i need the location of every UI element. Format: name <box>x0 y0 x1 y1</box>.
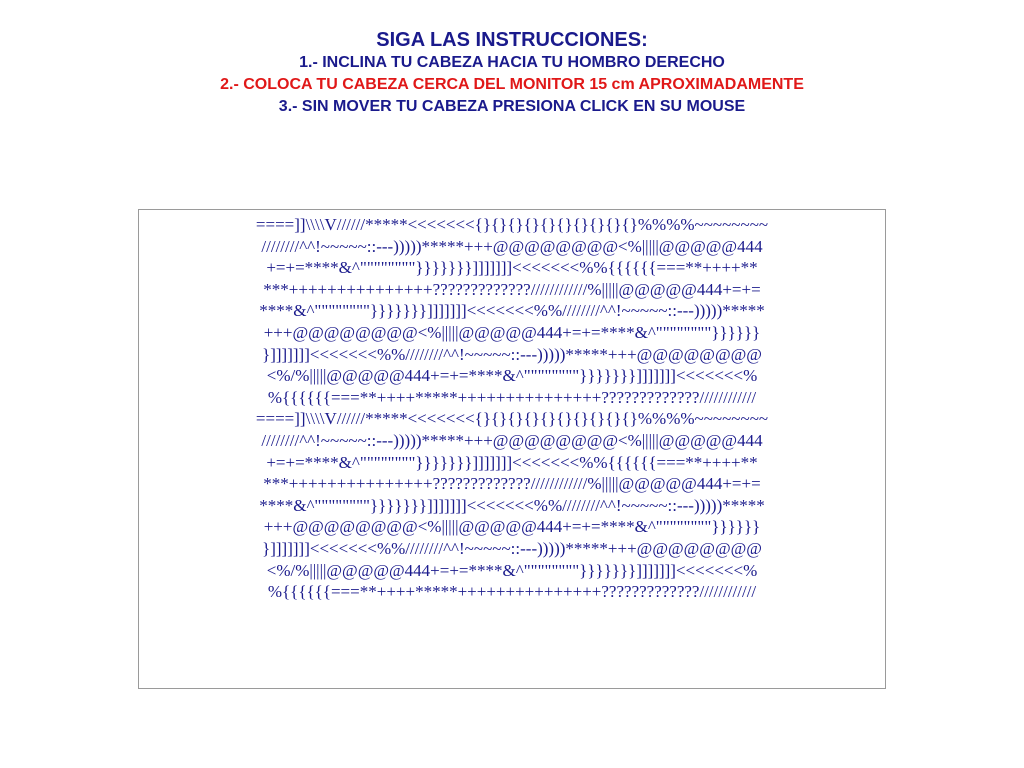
instruction-step-2: 2.- COLOCA TU CABEZA CERCA DEL MONITOR 15 cm APROXIMADAMENTE <box>220 76 804 93</box>
ascii-art-line: %{{{{{{===**++++*****+++++++++++++++?????????????//////////// <box>267 387 757 407</box>
ascii-art-line: }]]]]]]]<<<<<<<%%////////^^!~~~~~::---)))))*****+++@@@@@@@@ <box>262 344 762 364</box>
ascii-art-box[interactable] <box>138 209 886 689</box>
ascii-art-line: +=+=****&^""""""""}}}}}}}]]]]]]]<<<<<<<%%{{{{{{===**++++** <box>266 258 758 278</box>
ascii-art-line: ====]]\\\\V//////*****<<<<<<<{}{}{}{}{}{}{}{}{}{}%%%%~~~~~~~~ <box>255 215 769 234</box>
ascii-art-line: ====]]\\\\V//////*****<<<<<<<{}{}{}{}{}{}{}{}{}{}%%%%~~~~~~~~ <box>255 409 769 429</box>
ascii-art-line: ////////^^!~~~~~::---)))))*****+++@@@@@@@@<%|||||@@@@@444 <box>261 236 763 256</box>
ascii-art-line: +++@@@@@@@@<%|||||@@@@@444+=+=****&^""""""""}}}}}} <box>263 322 761 342</box>
instruction-step-1: 1.- INCLINA TU CABEZA HACIA TU HOMBRO DERECHO <box>299 54 725 71</box>
ascii-art-line: +=+=****&^""""""""}}}}}}}]]]]]]]<<<<<<<%%{{{{{{===**++++** <box>266 452 758 472</box>
instruction-step-3: 3.- SIN MOVER TU CABEZA PRESIONA CLICK EN SU MOUSE <box>278 98 746 115</box>
ascii-art-line: }]]]]]]]<<<<<<<%%////////^^!~~~~~::---)))))*****+++@@@@@@@@ <box>262 538 762 558</box>
ascii-art-line: <%/%|||||@@@@@444+=+=****&^""""""""}}}}}}}]]]]]]]<<<<<<<% <box>266 560 758 580</box>
ascii-art-line: ****&^""""""""}}}}}}}]]]]]]]<<<<<<<%%////////^^!~~~~~::---)))))***** <box>259 301 765 321</box>
ascii-art-line: +++@@@@@@@@<%|||||@@@@@444+=+=****&^""""""""}}}}}} <box>263 517 761 537</box>
ascii-art-line: ***+++++++++++++++?????????????////////////%|||||@@@@@444+=+= <box>263 474 761 494</box>
ascii-art-line: %{{{{{{===**++++*****+++++++++++++++?????????????//////////// <box>267 582 757 602</box>
ascii-art-text <box>139 214 885 603</box>
instructions-header <box>0 28 1024 118</box>
ascii-art-line: ****&^""""""""}}}}}}}]]]]]]]<<<<<<<%%////////^^!~~~~~::---)))))***** <box>259 495 765 515</box>
ascii-art-line: ***+++++++++++++++?????????????////////////%|||||@@@@@444+=+= <box>263 279 761 299</box>
ascii-art-line: ////////^^!~~~~~::---)))))*****+++@@@@@@@@<%|||||@@@@@444 <box>261 430 763 450</box>
page-title: SIGA LAS INSTRUCCIONES: <box>376 29 648 51</box>
ascii-art-line: <%/%|||||@@@@@444+=+=****&^""""""""}}}}}}}]]]]]]]<<<<<<<% <box>266 366 758 386</box>
